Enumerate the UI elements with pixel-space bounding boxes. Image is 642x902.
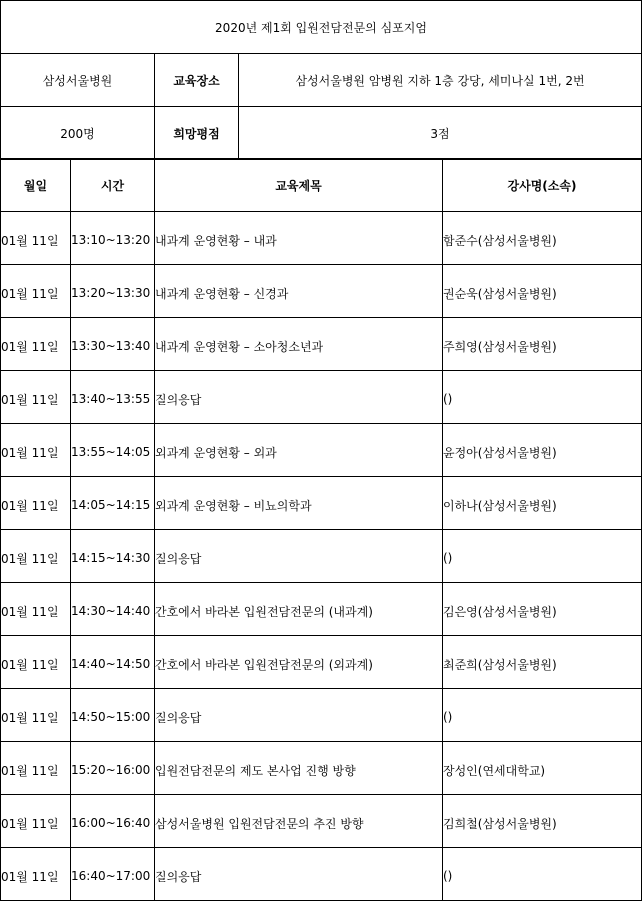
session-speaker-text: 권순욱(삼성서울병원)	[443, 286, 557, 301]
table-row	[1, 477, 642, 530]
session-date	[1, 530, 71, 583]
session-speaker	[443, 371, 642, 424]
table-row	[1, 318, 642, 371]
session-date	[1, 265, 71, 318]
session-time-text: 13:10~13:20	[71, 233, 151, 247]
session-topic-text: 입원전담전문의 제도 본사업 진행 방향	[155, 763, 356, 778]
session-time	[71, 636, 155, 689]
table-row	[1, 424, 642, 477]
session-date	[1, 477, 71, 530]
session-speaker-text: 함준수(삼성서울병원)	[443, 233, 557, 248]
session-date	[1, 424, 71, 477]
session-date-text: 01월 11일	[1, 339, 59, 354]
venue-label: 교육장소	[155, 54, 239, 107]
session-time-text: 14:05~14:15	[71, 498, 151, 512]
session-speaker	[443, 530, 642, 583]
session-date-text: 01월 11일	[1, 816, 59, 831]
session-topic-text: 간호에서 바라본 입원전담전문의 (외과계)	[155, 657, 373, 672]
session-speaker	[443, 583, 642, 636]
session-topic-text: 질의응답	[155, 710, 202, 725]
session-topic	[155, 318, 443, 371]
session-speaker	[443, 689, 642, 742]
session-date	[1, 318, 71, 371]
session-topic-text: 간호에서 바라본 입원전담전문의 (내과계)	[155, 604, 373, 619]
venue-value: 삼성서울병원 암병원 지하 1층 강당, 세미나실 1번, 2번	[239, 54, 642, 107]
session-time-text: 13:55~14:05	[71, 445, 151, 459]
session-time-text: 16:00~16:40	[71, 816, 151, 830]
session-speaker-text: 주희영(삼성서울병원)	[443, 339, 557, 354]
session-time-text: 16:40~17:00	[71, 869, 151, 883]
session-date	[1, 742, 71, 795]
session-speaker	[443, 477, 642, 530]
session-time-text: 15:20~16:00	[71, 763, 151, 777]
session-date-text: 01월 11일	[1, 498, 59, 513]
session-date	[1, 848, 71, 901]
schedule-header-row	[1, 159, 642, 212]
header-date: 월일	[1, 159, 71, 212]
session-time	[71, 265, 155, 318]
session-topic	[155, 212, 443, 265]
session-speaker-text: 장성인(연세대학교)	[443, 763, 546, 778]
session-topic-text: 삼성서울병원 입원전담전문의 추진 방향	[155, 816, 364, 831]
session-topic	[155, 265, 443, 318]
host-hospital: 삼성서울병원	[1, 54, 155, 107]
session-time	[71, 689, 155, 742]
session-speaker-text: ()	[443, 869, 453, 883]
table-row	[1, 530, 642, 583]
rating-value: 3점	[239, 107, 642, 160]
capacity-value: 200명	[1, 107, 155, 160]
table-row	[1, 742, 642, 795]
session-time-text: 14:15~14:30	[71, 551, 151, 565]
session-time	[71, 530, 155, 583]
session-date	[1, 371, 71, 424]
table-row	[1, 795, 642, 848]
session-date-text: 01월 11일	[1, 286, 59, 301]
session-speaker-text: 김희철(삼성서울병원)	[443, 816, 557, 831]
session-topic	[155, 371, 443, 424]
session-topic-text: 내과계 운영현황 – 내과	[155, 233, 277, 248]
session-speaker-text: 이하나(삼성서울병원)	[443, 498, 557, 513]
session-time-text: 14:40~14:50	[71, 657, 151, 671]
session-topic	[155, 848, 443, 901]
session-time	[71, 477, 155, 530]
session-speaker	[443, 265, 642, 318]
session-time	[71, 848, 155, 901]
session-date-text: 01월 11일	[1, 763, 59, 778]
session-time	[71, 371, 155, 424]
session-topic-text: 질의응답	[155, 392, 202, 407]
session-date	[1, 636, 71, 689]
session-speaker	[443, 636, 642, 689]
session-date	[1, 795, 71, 848]
session-topic-text: 질의응답	[155, 869, 202, 884]
table-row	[1, 583, 642, 636]
session-speaker-text: 최준희(삼성서울병원)	[443, 657, 557, 672]
session-time	[71, 795, 155, 848]
session-topic-text: 외과계 운영현황 – 외과	[155, 445, 277, 460]
session-time	[71, 212, 155, 265]
table-row	[1, 212, 642, 265]
schedule-table	[0, 158, 642, 901]
session-time	[71, 742, 155, 795]
session-time-text: 13:30~13:40	[71, 339, 151, 353]
session-speaker-text: ()	[443, 710, 453, 724]
session-date-text: 01월 11일	[1, 233, 59, 248]
session-date-text: 01월 11일	[1, 445, 59, 460]
header-topic: 교육제목	[155, 159, 443, 212]
session-date	[1, 212, 71, 265]
session-date-text: 01월 11일	[1, 392, 59, 407]
session-time	[71, 318, 155, 371]
session-topic	[155, 795, 443, 848]
session-date-text: 01월 11일	[1, 710, 59, 725]
session-topic-text: 내과계 운영현황 – 신경과	[155, 286, 289, 301]
session-time-text: 13:20~13:30	[71, 286, 151, 300]
session-speaker-text: 김은영(삼성서울병원)	[443, 604, 557, 619]
table-row	[1, 848, 642, 901]
rating-label: 희망평점	[155, 107, 239, 160]
session-date	[1, 583, 71, 636]
session-topic	[155, 689, 443, 742]
session-topic	[155, 742, 443, 795]
session-time-text: 14:30~14:40	[71, 604, 151, 618]
session-topic-text: 내과계 운영현황 – 소아청소년과	[155, 339, 324, 354]
session-topic	[155, 424, 443, 477]
session-topic	[155, 636, 443, 689]
session-speaker	[443, 212, 642, 265]
table-row	[1, 371, 642, 424]
event-title: 2020년 제1회 입원전담전문의 심포지엄	[1, 1, 642, 54]
session-date-text: 01월 11일	[1, 869, 59, 884]
session-time-text: 14:50~15:00	[71, 710, 151, 724]
session-speaker-text: 윤정아(삼성서울병원)	[443, 445, 557, 460]
session-time	[71, 424, 155, 477]
session-time-text: 13:40~13:55	[71, 392, 151, 406]
schedule-body	[1, 212, 642, 901]
session-topic	[155, 477, 443, 530]
session-speaker	[443, 424, 642, 477]
session-speaker-text: ()	[443, 551, 453, 565]
session-topic-text: 질의응답	[155, 551, 202, 566]
header-time: 시간	[71, 159, 155, 212]
table-row	[1, 636, 642, 689]
session-date-text: 01월 11일	[1, 657, 59, 672]
session-date-text: 01월 11일	[1, 604, 59, 619]
session-topic	[155, 530, 443, 583]
session-speaker	[443, 795, 642, 848]
event-info-table	[0, 0, 642, 160]
session-date	[1, 689, 71, 742]
session-topic	[155, 583, 443, 636]
session-date-text: 01월 11일	[1, 551, 59, 566]
table-row	[1, 265, 642, 318]
header-speaker: 강사명(소속)	[443, 159, 642, 212]
session-speaker-text: ()	[443, 392, 453, 406]
session-speaker	[443, 848, 642, 901]
session-topic-text: 외과계 운영현황 – 비뇨의학과	[155, 498, 312, 513]
session-time	[71, 583, 155, 636]
session-speaker	[443, 742, 642, 795]
table-row	[1, 689, 642, 742]
session-speaker	[443, 318, 642, 371]
